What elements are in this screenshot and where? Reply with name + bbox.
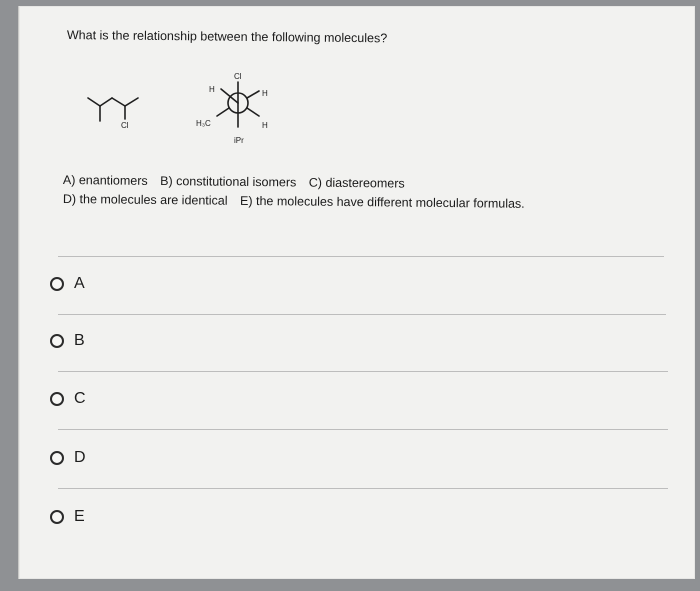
choice-d-text: D) the molecules are identical — [62, 192, 228, 208]
option-c[interactable] — [50, 387, 86, 411]
divider — [58, 371, 668, 372]
skeletal-bond — [112, 98, 125, 106]
option-label: B — [74, 332, 85, 349]
skeletal-bond — [100, 98, 112, 106]
newman-bond — [247, 91, 259, 98]
divider — [58, 488, 668, 489]
skeletal-molecule — [88, 98, 138, 121]
option-a[interactable] — [50, 272, 85, 296]
radio-button[interactable] — [50, 334, 64, 348]
divider — [58, 314, 666, 315]
newman-h-label: H — [262, 89, 268, 98]
choice-a-text: A) enantiomers — [62, 173, 148, 188]
molecule-structures — [0, 0, 700, 170]
radio-button[interactable] — [50, 510, 64, 524]
question-text: What is the relationship between the following molecules? — [66, 28, 388, 46]
option-label: E — [74, 508, 85, 525]
skeletal-bond — [88, 98, 100, 106]
option-b[interactable] — [50, 329, 85, 353]
option-d[interactable] — [50, 446, 86, 470]
newman-projection — [217, 82, 259, 127]
newman-bond — [247, 108, 259, 116]
choice-c-text: C) diastereomers — [308, 175, 405, 191]
skeletal-bond — [125, 98, 138, 106]
newman-h-label: H — [209, 85, 215, 94]
newman-bond — [217, 108, 229, 116]
choice-e-text: E) the molecules have different molecular formulas. — [239, 193, 525, 211]
skeletal-cl-label: Cl — [121, 121, 129, 130]
radio-button[interactable] — [50, 451, 64, 465]
newman-cl-label: Cl — [234, 72, 242, 81]
option-label: A — [74, 275, 85, 292]
option-label: C — [74, 390, 86, 407]
choice-b-text: B) constitutional isomers — [160, 174, 297, 190]
option-label: D — [74, 449, 86, 466]
radio-button[interactable] — [50, 392, 64, 406]
newman-ipr-label: iPr — [234, 136, 244, 145]
newman-h-label: H — [262, 121, 268, 130]
divider — [58, 256, 664, 257]
newman-h3c-label: H₃C — [196, 119, 211, 128]
option-e[interactable] — [50, 505, 85, 529]
radio-button[interactable] — [50, 277, 64, 291]
divider — [58, 429, 668, 430]
newman-bond — [221, 89, 238, 103]
